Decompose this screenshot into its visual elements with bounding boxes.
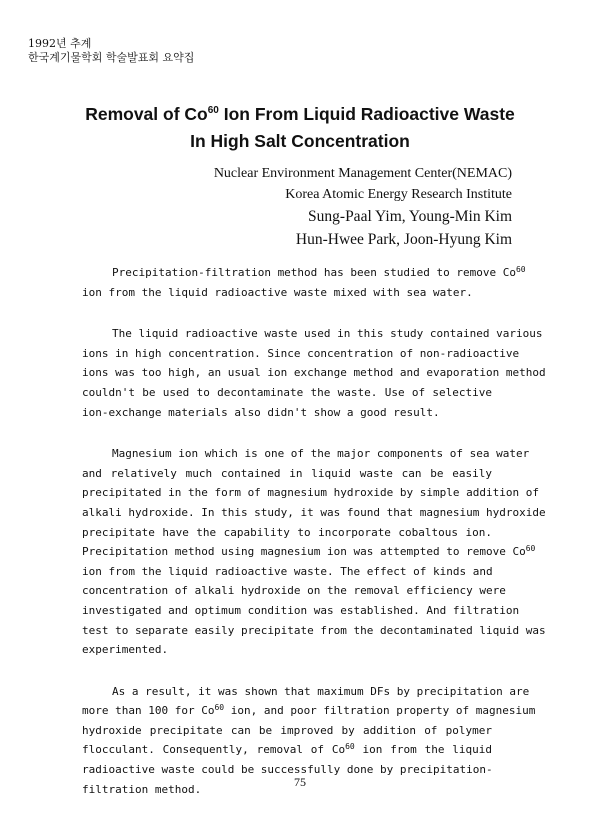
paragraph-line: radioactive waste could be successfully done by precipitation- xyxy=(82,763,493,777)
paragraph-line: precipitate have the capability to incorporate cobaltous ion. xyxy=(82,525,492,539)
paragraph-line: test to separate easily precipitate from the decontaminated liquid was xyxy=(82,623,546,637)
p3-line-6-text: Precipitation method using magnesium ion was attempted to remove Co xyxy=(82,545,526,559)
p4-line-2-post: ion, and poor filtration property of magnesium xyxy=(224,704,536,718)
paragraph-line: hydroxide precipitate can be improved by addition of polymer xyxy=(82,723,492,737)
paragraph-line xyxy=(82,740,492,760)
authors-line-1: Sung-Paal Yim, Young-Min Kim xyxy=(308,208,512,225)
title-line-1 xyxy=(0,101,600,128)
title-line-1-pre: Removal of Co xyxy=(85,104,208,124)
title-line-2: In High Salt Concentration xyxy=(190,131,410,151)
p1-line-1-text: Precipitation-filtration method has been studied to remove Co xyxy=(112,266,516,279)
page-number: 75 xyxy=(294,775,306,789)
header-year-line: 1992년 추계 xyxy=(28,37,92,50)
paragraph-line: ions in high concentration. Since concentration of non-radioactive xyxy=(82,346,520,360)
isotope-superscript: 60 xyxy=(345,742,355,752)
paragraph-2 xyxy=(82,324,546,422)
paragraph-line: filtration method. xyxy=(82,782,202,796)
paragraph-line: and relatively much contained in liquid waste can be easily xyxy=(82,466,492,480)
affiliation-center: Nuclear Environment Management Center(NEMAC) xyxy=(213,166,512,181)
paragraph-line: investigated and optimum condition was established. And filtration xyxy=(82,603,520,617)
paragraph-line: precipitated in the form of magnesium hydroxide by simple addition of xyxy=(82,486,539,500)
paragraph-line: ions was too high, an usual ion exchange method and evaporation method xyxy=(82,366,546,380)
affiliation-institute: Korea Atomic Energy Research Institute xyxy=(285,187,512,202)
paragraph-line: couldn't be used to decontaminate the waste. Use of selective xyxy=(82,385,492,399)
paper-title xyxy=(0,101,600,155)
paragraph-line: concentration of alkali hydroxide on the removal efficiency were xyxy=(82,584,506,598)
paragraph-line: experimented. xyxy=(82,643,169,657)
affiliation-block xyxy=(202,163,512,251)
authors-line-2: Hun-Hwee Park, Joon-Hyung Kim xyxy=(295,231,512,248)
paragraph-line: ion-exchange materials also didn't show a good result. xyxy=(82,405,440,419)
paragraph-line: alkali hydroxide. In this study, it was found that magnesium hydroxide xyxy=(82,505,546,519)
paragraph-line xyxy=(82,542,536,562)
header-proceedings-line: 한국계기물학회 학술발표회 요약집 xyxy=(28,51,195,64)
paragraph-3 xyxy=(82,444,546,660)
paragraph-line: The liquid radioactive waste used in this study contained various xyxy=(112,327,543,341)
title-line-1-post: Ion From Liquid Radioactive Waste xyxy=(218,104,515,124)
abstract-body xyxy=(82,263,546,821)
paragraph-line: ion from the liquid radioactive waste. The effect of kinds and xyxy=(82,564,493,578)
isotope-superscript: 60 xyxy=(515,265,526,274)
paragraph-line: As a result, it was shown that maximum DFs by precipitation are xyxy=(112,684,530,698)
title-isotope-superscript: 60 xyxy=(207,105,219,116)
paragraph-line: ion from the liquid radioactive waste mixed with sea water. xyxy=(82,285,473,299)
conference-header xyxy=(28,37,194,65)
p4-line-2-pre: more than 100 for Co xyxy=(82,704,215,718)
paragraph-1 xyxy=(82,263,526,302)
paragraph-line: Magnesium ion which is one of the major components of sea water xyxy=(112,447,530,461)
isotope-superscript: 60 xyxy=(214,703,225,713)
paragraph-line xyxy=(82,701,536,721)
isotope-superscript: 60 xyxy=(525,544,536,554)
p4-line-4-pre: flocculant. Consequently, removal of Co xyxy=(82,743,346,757)
paragraph-line xyxy=(82,263,526,283)
p4-line-4-post: ion from the liquid xyxy=(354,743,492,757)
